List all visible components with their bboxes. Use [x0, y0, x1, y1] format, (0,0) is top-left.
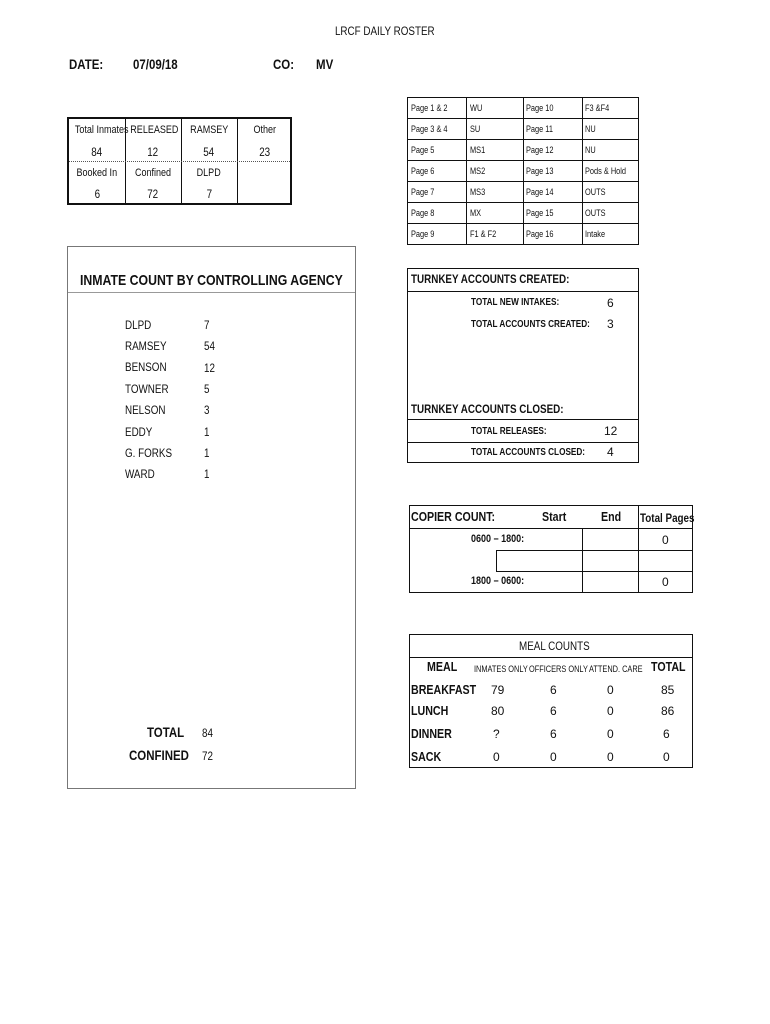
co-value: MV	[316, 56, 334, 72]
page-title: LRCF DAILY ROSTER	[335, 24, 435, 38]
page-row: Page 1 & 2 WU Page 10 F3 &F4	[408, 98, 638, 119]
agency-count-box	[67, 246, 356, 789]
copier-shift2-total: 0	[662, 575, 669, 589]
page-row: Page 6 MS2 Page 13 Pods & Hold	[408, 161, 638, 182]
summary-header: Total Inmates	[74, 124, 129, 136]
meal-counts-table	[409, 634, 693, 768]
meal-cell: 0	[607, 704, 614, 718]
summary-value: 7	[206, 187, 212, 201]
summary-header: Booked In	[76, 167, 118, 179]
copier-shift1-label: 0600 – 1800:	[471, 533, 525, 545]
new-intakes-value: 6	[607, 296, 614, 310]
total-label: TOTAL	[147, 724, 185, 740]
summary-header: DLPD	[196, 167, 222, 179]
accounts-closed-value: 4	[607, 445, 614, 459]
meal-cell: 85	[661, 683, 675, 697]
summary-header: RAMSEY	[189, 124, 229, 136]
agency-name: RAMSEY	[125, 339, 167, 353]
meal-cell: 0	[607, 750, 614, 764]
turnkey-closed-title: TURNKEY ACCOUNTS CLOSED:	[411, 402, 564, 416]
agency-count: 1	[204, 425, 210, 439]
new-intakes-label: TOTAL NEW INTAKES:	[471, 297, 560, 308]
agency-name: TOWNER	[125, 382, 169, 396]
turnkey-created-title: TURNKEY ACCOUNTS CREATED:	[411, 272, 570, 286]
agency-count: 12	[204, 361, 215, 375]
page-row: Page 9 F1 & F2 Page 16 Intake	[411, 229, 606, 239]
agency-count: 1	[204, 467, 210, 481]
accounts-created-value: 3	[607, 317, 614, 331]
date-value: 07/09/18	[133, 56, 178, 72]
summary-value: 84	[91, 145, 103, 159]
meal-row-label: SACK	[411, 749, 442, 764]
meal-cell: 80	[491, 704, 505, 718]
page-row: Page 8 MX Page 15 OUTS	[408, 203, 638, 224]
meal-row-label: DINNER	[411, 726, 452, 741]
meal-row-label: BREAKFAST	[411, 682, 477, 697]
meal-cell: 6	[663, 727, 670, 741]
page-assignment-grid	[407, 97, 639, 245]
meal-cell: 0	[607, 727, 614, 741]
page-row: Page 7 MS3 Page 14 OUTS	[408, 182, 638, 203]
page-row: Page 3 & 4 SU Page 11 NU	[408, 119, 638, 140]
copier-total-header: Total Pages	[640, 511, 695, 525]
summary-table	[67, 117, 292, 205]
summary-header: Confined	[134, 167, 172, 179]
agency-count: 54	[204, 339, 215, 353]
meal-cell: 6	[550, 704, 557, 718]
meal-cell: 86	[661, 704, 675, 718]
agency-title: INMATE COUNT BY CONTROLLING AGENCY	[80, 272, 343, 289]
meal-cell: 6	[550, 727, 557, 741]
meal-cell: ?	[493, 727, 500, 741]
agency-name: G. FORKS	[125, 446, 173, 460]
accounts-closed-label: TOTAL ACCOUNTS CLOSED:	[471, 447, 586, 458]
date-label: DATE:	[69, 56, 104, 72]
agency-count: 5	[204, 382, 210, 396]
summary-header: RELEASED	[130, 124, 179, 136]
confined-value: 72	[202, 749, 213, 763]
meal-cell: 79	[491, 683, 505, 697]
co-label: CO:	[273, 56, 295, 72]
agency-count: 3	[204, 403, 210, 417]
copier-end-header: End	[601, 509, 622, 524]
meal-cell: 0	[663, 750, 670, 764]
confined-label: CONFINED	[129, 747, 189, 763]
copier-shift1-total: 0	[662, 533, 669, 547]
divider	[68, 292, 355, 293]
total-value: 84	[202, 726, 213, 740]
summary-value: 23	[259, 145, 271, 159]
releases-value: 12	[604, 424, 618, 438]
agency-name: BENSON	[125, 360, 167, 374]
agency-name: EDDY	[125, 425, 153, 439]
agency-name: DLPD	[125, 318, 152, 332]
releases-label: TOTAL RELEASES:	[471, 426, 547, 437]
copier-title: COPIER COUNT:	[411, 509, 496, 524]
meal-cell: 0	[550, 750, 557, 764]
meal-cell: 0	[493, 750, 500, 764]
agency-count: 1	[204, 446, 210, 460]
summary-value: 6	[94, 187, 100, 201]
meals-header-attend: ATTEND. CARE	[589, 664, 643, 674]
accounts-created-label: TOTAL ACCOUNTS CREATED:	[471, 319, 590, 330]
meal-row-label: LUNCH	[411, 703, 449, 718]
meals-title: MEAL COUNTS	[519, 639, 590, 653]
copier-start-header: Start	[542, 509, 567, 524]
summary-value: 54	[203, 145, 215, 159]
agency-name: WARD	[125, 467, 155, 481]
meal-cell: 0	[607, 683, 614, 697]
meals-header-inmates: INMATES ONLY	[474, 664, 528, 674]
agency-count: 7	[204, 318, 210, 332]
meal-cell: 6	[550, 683, 557, 697]
meals-header-officers: OFFICERS ONLY	[529, 664, 588, 674]
page-row: Page 5 MS1 Page 12 NU	[408, 140, 638, 161]
copier-shift2-label: 1800 – 0600:	[471, 575, 525, 587]
summary-header: Other	[253, 124, 277, 136]
summary-value: 72	[147, 187, 159, 201]
meals-header-total: TOTAL	[651, 659, 686, 674]
summary-value: 12	[147, 145, 159, 159]
meals-header-meal: MEAL	[427, 659, 458, 674]
agency-name: NELSON	[125, 403, 166, 417]
